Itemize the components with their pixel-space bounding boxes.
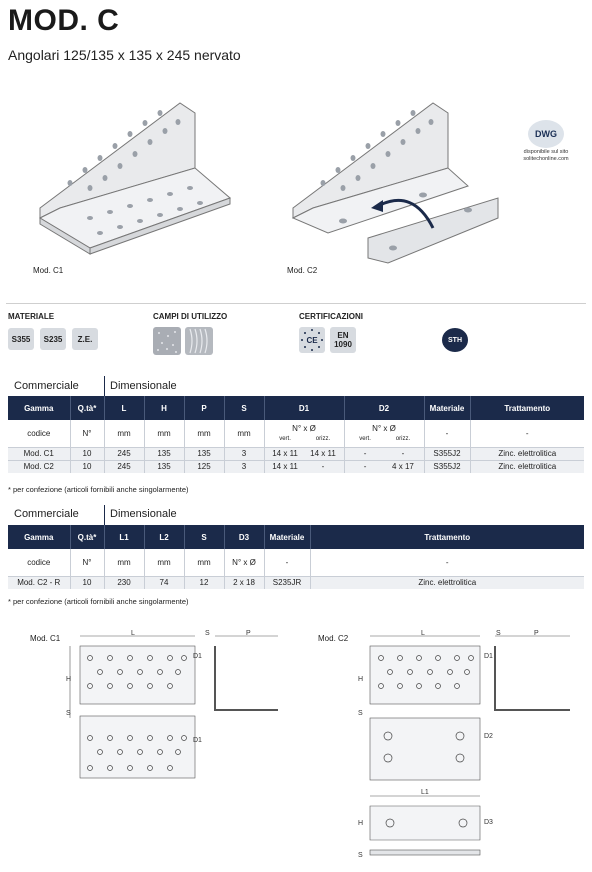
table-cell: 245 bbox=[104, 460, 144, 473]
table-cell: 135 bbox=[144, 447, 184, 460]
table1-group-commerciale: Commerciale bbox=[14, 380, 79, 392]
table-cell: 125 bbox=[184, 460, 224, 473]
dim-c1-D1-top: D1 bbox=[193, 653, 202, 660]
table2-header: S bbox=[184, 525, 224, 549]
table-cell: - bbox=[363, 462, 367, 472]
table2-unit: N° bbox=[70, 549, 104, 576]
dwg-badge[interactable]: DWG bbox=[528, 120, 564, 148]
table-cell: S235JR bbox=[264, 576, 310, 589]
table-cell-d2 bbox=[344, 460, 424, 473]
material-badge-s235: S235 bbox=[40, 328, 66, 350]
table1-header: Materiale bbox=[424, 396, 470, 420]
table2 bbox=[8, 525, 584, 589]
table2-unit: mm bbox=[104, 549, 144, 576]
dim-c2-S: S bbox=[496, 630, 501, 637]
dim-c1-L: L bbox=[131, 630, 135, 637]
table1-header: L bbox=[104, 396, 144, 420]
table1-header: H bbox=[144, 396, 184, 420]
table-cell: 3 bbox=[224, 447, 264, 460]
table2-unit: codice bbox=[8, 549, 70, 576]
drawing-label-c2: Mod. C2 bbox=[318, 634, 349, 643]
dim-c2-D3: D3 bbox=[484, 819, 493, 826]
drawing-c1 bbox=[60, 630, 290, 802]
table1-header-row bbox=[8, 396, 584, 420]
table1-unit: mm bbox=[144, 420, 184, 447]
table1-header: S bbox=[224, 396, 264, 420]
table2-unit-row bbox=[8, 549, 584, 576]
table2-unit: mm bbox=[184, 549, 224, 576]
dim-c2-S-side: S bbox=[358, 710, 363, 717]
table-cell: 245 bbox=[104, 447, 144, 460]
concrete-icon bbox=[153, 327, 181, 355]
dim-c1-P: P bbox=[246, 630, 251, 637]
section-divider bbox=[6, 303, 586, 304]
table1-group-divider bbox=[104, 376, 105, 396]
dim-c2-P: P bbox=[534, 630, 539, 637]
dim-c2-D1: D1 bbox=[484, 653, 493, 660]
table1-unit-d2 bbox=[344, 420, 424, 447]
table1-sub-vert: vert. bbox=[279, 436, 291, 443]
en-text: EN bbox=[337, 331, 349, 340]
dwg-note-line1: disponibile sul sito bbox=[523, 149, 569, 155]
table1-unit-d1 bbox=[264, 420, 344, 447]
table1-unit: - bbox=[424, 420, 470, 447]
wood-icon bbox=[185, 327, 213, 355]
table2-unit: mm bbox=[144, 549, 184, 576]
product-image-c1 bbox=[30, 88, 235, 258]
table1-unit: N° x Ø bbox=[292, 424, 316, 434]
table1-unit: N° bbox=[70, 420, 104, 447]
table1-header: Q.tà* bbox=[70, 396, 104, 420]
dim-c1-D1-bottom: D1 bbox=[193, 737, 202, 744]
table-row bbox=[8, 460, 584, 473]
table-cell: Zinc. elettrolitica bbox=[470, 447, 584, 460]
caption-c2: Mod. C2 bbox=[287, 266, 318, 275]
table1-unit: codice bbox=[8, 420, 70, 447]
material-badge-ze: Z.E. bbox=[72, 328, 98, 350]
table2-header: L2 bbox=[144, 525, 184, 549]
table-cell: 135 bbox=[184, 447, 224, 460]
table1-header: D1 bbox=[264, 396, 344, 420]
table2-header: Gamma bbox=[8, 525, 70, 549]
cert-label: CERTIFICAZIONI bbox=[299, 312, 363, 321]
table2-group-divider bbox=[104, 505, 105, 525]
page-subtitle: Angolari 125/135 x 135 x 245 nervato bbox=[8, 47, 241, 63]
materiale-label: MATERIALE bbox=[8, 312, 55, 321]
table-cell-d1 bbox=[264, 460, 344, 473]
table1-header: D2 bbox=[344, 396, 424, 420]
drawing-label-c1: Mod. C1 bbox=[30, 634, 61, 643]
table-cell: 14 x 11 bbox=[272, 462, 298, 472]
table1-sub-orizz: orizz. bbox=[315, 436, 331, 443]
table2-header: Materiale bbox=[264, 525, 310, 549]
table2-header: Trattamento bbox=[310, 525, 584, 549]
table2-note: * per confezione (articoli fornibili anche singolarmente) bbox=[8, 597, 189, 606]
table-cell: 3 bbox=[224, 460, 264, 473]
table2-group-commerciale: Commerciale bbox=[14, 508, 79, 520]
dim-c2-H-plate: H bbox=[358, 820, 364, 827]
table-cell: 74 bbox=[144, 576, 184, 589]
table1-unit: N° x Ø bbox=[372, 424, 396, 434]
table1-unit-row bbox=[8, 420, 584, 447]
table-cell: - bbox=[321, 462, 325, 472]
table-row bbox=[8, 576, 584, 589]
table2-unit: - bbox=[264, 549, 310, 576]
table1-note: * per confezione (articoli fornibili anche singolarmente) bbox=[8, 485, 189, 494]
ce-icon bbox=[299, 327, 325, 353]
sth-badge: STH bbox=[442, 328, 468, 352]
table-cell: - bbox=[401, 449, 405, 458]
dim-c1-S-side: S bbox=[66, 710, 71, 717]
table-cell: 10 bbox=[70, 447, 104, 460]
table1-unit: mm bbox=[224, 420, 264, 447]
table-cell: 10 bbox=[70, 576, 104, 589]
table-cell: 135 bbox=[144, 460, 184, 473]
table-cell: 2 x 18 bbox=[224, 576, 264, 589]
dim-c1-H: H bbox=[66, 676, 72, 683]
table2-group-dimensionale: Dimensionale bbox=[110, 508, 177, 520]
dim-c2-L: L bbox=[421, 630, 425, 637]
table-cell: Zinc. elettrolitica bbox=[470, 460, 584, 473]
table1-unit: mm bbox=[104, 420, 144, 447]
table-cell-d1 bbox=[264, 447, 344, 460]
table-cell: Mod. C1 bbox=[8, 447, 70, 460]
table-cell: 230 bbox=[104, 576, 144, 589]
en1090-badge bbox=[330, 327, 356, 353]
dim-c2-L1: L1 bbox=[421, 789, 429, 796]
table1-header: Gamma bbox=[8, 396, 70, 420]
table1-unit: - bbox=[525, 428, 529, 438]
table1-sub-vert: vert. bbox=[359, 436, 371, 443]
table2-header-row bbox=[8, 525, 584, 549]
material-badge-s355: S355 bbox=[8, 328, 34, 350]
dim-c2-S-plate: S bbox=[358, 852, 363, 859]
table-cell: Zinc. elettrolitica bbox=[310, 576, 584, 589]
table1-header: P bbox=[184, 396, 224, 420]
table-cell: Mod. C2 - R bbox=[8, 576, 70, 589]
campi-label: CAMPI DI UTILIZZO bbox=[153, 312, 228, 321]
table-cell: S355J2 bbox=[424, 460, 470, 473]
table-cell: 14 x 11 bbox=[310, 449, 336, 458]
dim-c1-S: S bbox=[205, 630, 210, 637]
table2-header: Q.tà* bbox=[70, 525, 104, 549]
table1-header: Trattamento bbox=[470, 396, 584, 420]
table-cell: - bbox=[363, 449, 367, 458]
table2-header: L1 bbox=[104, 525, 144, 549]
table1-unit: mm bbox=[184, 420, 224, 447]
table2-header: D3 bbox=[224, 525, 264, 549]
table2-unit: N° x Ø bbox=[224, 549, 264, 576]
dim-c2-D2: D2 bbox=[484, 733, 493, 740]
table-cell: S355J2 bbox=[424, 447, 470, 460]
table-cell: 12 bbox=[184, 576, 224, 589]
en-number: 1090 bbox=[334, 340, 352, 349]
table-cell: 10 bbox=[70, 460, 104, 473]
page-title: MOD. C bbox=[8, 4, 120, 37]
table1-group-dimensionale: Dimensionale bbox=[110, 380, 177, 392]
table1-sub-orizz: orizz. bbox=[395, 436, 411, 443]
table-cell: 4 x 17 bbox=[392, 462, 414, 472]
dwg-note-line2: solitechonline.com bbox=[523, 156, 569, 162]
table-row bbox=[8, 447, 584, 460]
table-cell: 14 x 11 bbox=[272, 449, 298, 458]
product-image-c2 bbox=[283, 88, 503, 268]
dim-c2-H: H bbox=[358, 676, 364, 683]
dwg-note bbox=[506, 149, 586, 163]
table-cell: Mod. C2 bbox=[8, 460, 70, 473]
table-cell-d2 bbox=[344, 447, 424, 460]
caption-c1: Mod. C1 bbox=[33, 266, 64, 275]
table2-unit: - bbox=[445, 557, 449, 567]
drawing-c2 bbox=[355, 630, 580, 862]
ce-text: CE bbox=[306, 336, 318, 345]
table1 bbox=[8, 396, 584, 473]
